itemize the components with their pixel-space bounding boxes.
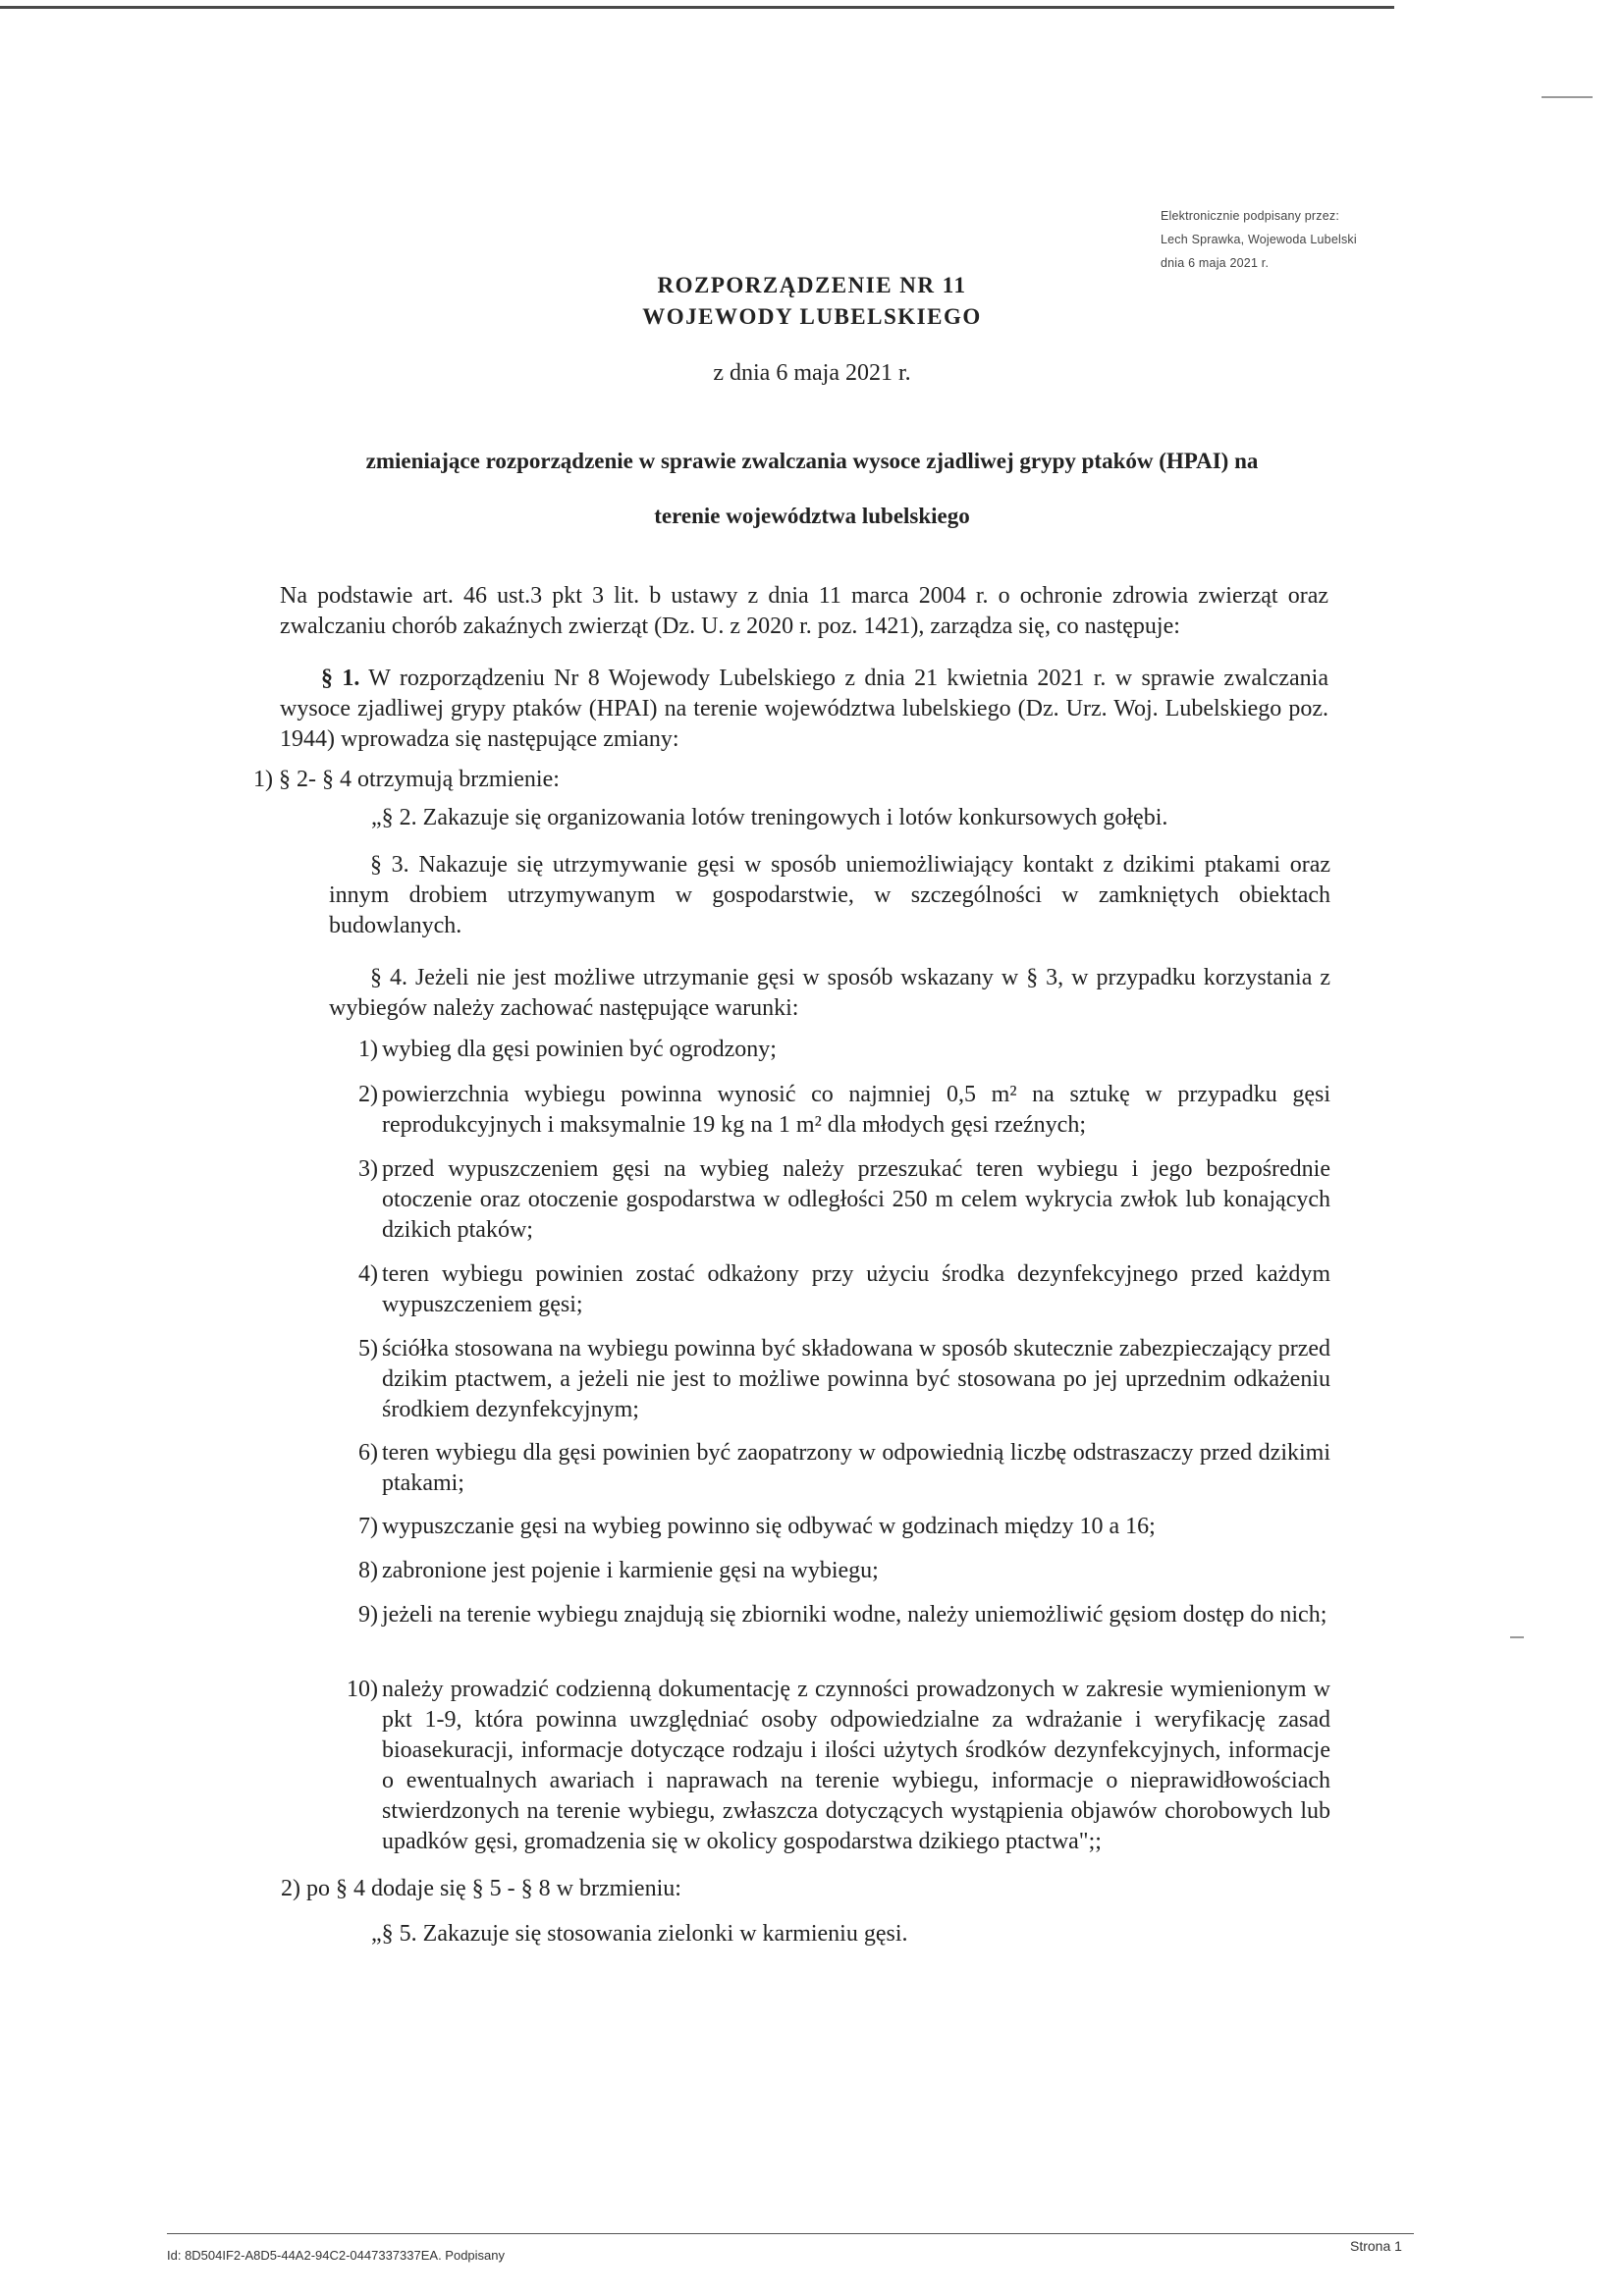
list-item: teren wybiegu powinien zostać odkażony przy użyciu środka dezynfekcyjnego przed każdym wypuszczeniem gęsi; <box>382 1261 1330 1317</box>
scan-edge-mark <box>1510 1636 1524 1638</box>
electronic-signature-note <box>1161 204 1357 275</box>
title-line: ROZPORZĄDZENIE NR 11 <box>657 273 967 297</box>
list-item: zabronione jest pojenie i karmienie gęsi na wybiegu; <box>382 1558 879 1583</box>
document-title <box>0 270 1624 333</box>
list-item-number: 3) <box>358 1156 378 1182</box>
page-number: Strona 1 <box>1350 2238 1402 2254</box>
paragraph-3: § 3. Nakazuje się utrzymywanie gęsi w sposób uniemożliwiający kontakt z dzikimi ptakami oraz innym drobiem utrzymywanym w gospodarstwie, w szczególności w zamkniętych obiektach budowlanych. <box>329 852 1330 938</box>
document-id: Id: 8D504IF2-A8D5-44A2-94C2-0447337337EA. Podpisany <box>167 2248 506 2263</box>
amendment-point-1: 1) § 2- § 4 otrzymują brzmienie: <box>253 767 560 792</box>
section-label: § 1. <box>321 666 360 691</box>
paragraph-4: § 4. Jeżeli nie jest możliwe utrzymanie gęsi w sposób wskazany w § 3, w przypadku korzystania z wybiegów należy zachować następujące warunki: <box>329 965 1330 1021</box>
list-item: należy prowadzić codzienną dokumentację z czynności prowadzonych w zakresie wymienionym w pkt 1-9, która powinna uwzględniać osoby odpowiedzialne za wdrażanie i weryfikację zasad bioasekuracji, informacje dotyczące rodzaju i ilości użytych środków dezynfekcyjnych, informacje o ewentualnych awariach i naprawach na terenie wybiegu, informacje o nieprawidłowościach stwierdzonych na terenie wybiegu, zwłaszcza dotyczących wystąpienia objawów chorobowych lub upadków gęsi, gromadzenia się w okolicy gospodarstwa dzikiego ptactwa";; <box>382 1677 1330 1854</box>
footer-divider <box>167 2233 1414 2234</box>
paragraph-2: „§ 2. Zakazuje się organizowania lotów treningowych i lotów konkursowych gołębi. <box>371 805 1168 830</box>
subject-line: terenie województwa lubelskiego <box>654 504 970 528</box>
paragraph-5: „§ 5. Zakazuje się stosowania zielonki w karmieniu gęsi. <box>371 1921 908 1947</box>
list-item-number: 9) <box>358 1602 378 1628</box>
list-item-number: 7) <box>358 1514 378 1539</box>
signature-line: Lech Sprawka, Wojewoda Lubelski <box>1161 233 1357 246</box>
signature-line: Elektronicznie podpisany przez: <box>1161 209 1339 223</box>
list-item-number: 10) <box>347 1677 378 1702</box>
subject-line: zmieniające rozporządzenie w sprawie zwalczania wysoce zjadliwej grypy ptaków (HPAI) na <box>365 449 1259 473</box>
signature-line: dnia 6 maja 2021 r. <box>1161 256 1270 270</box>
list-item-number: 2) <box>358 1082 378 1107</box>
list-item: wybieg dla gęsi powinien być ogrodzony; <box>382 1037 777 1062</box>
document-subject <box>0 434 1624 544</box>
list-item: przed wypuszczeniem gęsi na wybieg należy przeszukać teren wybiegu i jego bezpośrednie otoczenie oraz otoczenie gospodarstwa w odległości 250 m celem wykrycia zwłok lub konających dzikich ptaków; <box>382 1156 1330 1243</box>
list-item: teren wybiegu dla gęsi powinien być zaopatrzony w odpowiednią liczbę odstraszaczy przed dzikimi ptakami; <box>382 1440 1330 1496</box>
list-item: jeżeli na terenie wybiegu znajdują się zbiorniki wodne, należy uniemożliwić gęsiom dostęp do nich; <box>382 1602 1327 1628</box>
section-1 <box>280 664 1328 755</box>
preamble: Na podstawie art. 46 ust.3 pkt 3 lit. b ustawy z dnia 11 marca 2004 r. o ochronie zdrowia zwierząt oraz zwalczaniu chorób zakaźnych zwierząt (Dz. U. z 2020 r. poz. 1421), zarządza się, co następuje: <box>280 583 1328 639</box>
section-text: W rozporządzeniu Nr 8 Wojewody Lubelskiego z dnia 21 kwietnia 2021 r. w sprawie zwalczania wysoce zjadliwej grypy ptaków (HPAI) na terenie województwa lubelskiego (Dz. Urz. Woj. Lubelskiego poz. 1944) wprowadza się następujące zmiany: <box>280 666 1329 752</box>
scan-top-border <box>0 6 1394 9</box>
list-item-number: 8) <box>358 1558 378 1583</box>
title-line: WOJEWODY LUBELSKIEGO <box>642 304 982 329</box>
list-item: wypuszczanie gęsi na wybieg powinno się odbywać w godzinach między 10 a 16; <box>382 1514 1156 1539</box>
document-date: z dnia 6 maja 2021 r. <box>713 360 911 386</box>
list-item-number: 5) <box>358 1336 378 1362</box>
list-item-number: 6) <box>358 1440 378 1466</box>
scan-edge-mark <box>1542 96 1593 98</box>
list-item: ściółka stosowana na wybiegu powinna być składowana w sposób skutecznie zabezpieczający przed dzikim ptactwem, a jeżeli nie jest to możliwe powinna być stosowana po jej uprzednim odkażeniu środkiem dezynfekcyjnym; <box>382 1336 1330 1422</box>
list-item-number: 1) <box>358 1037 378 1062</box>
amendment-point-2: 2) po § 4 dodaje się § 5 - § 8 w brzmieniu: <box>281 1876 681 1901</box>
list-item: powierzchnia wybiegu powinna wynosić co najmniej 0,5 m² na sztukę w przypadku gęsi reprodukcyjnych i maksymalnie 19 kg na 1 m² dla młodych gęsi rzeźnych; <box>382 1082 1330 1138</box>
list-item-number: 4) <box>358 1261 378 1287</box>
